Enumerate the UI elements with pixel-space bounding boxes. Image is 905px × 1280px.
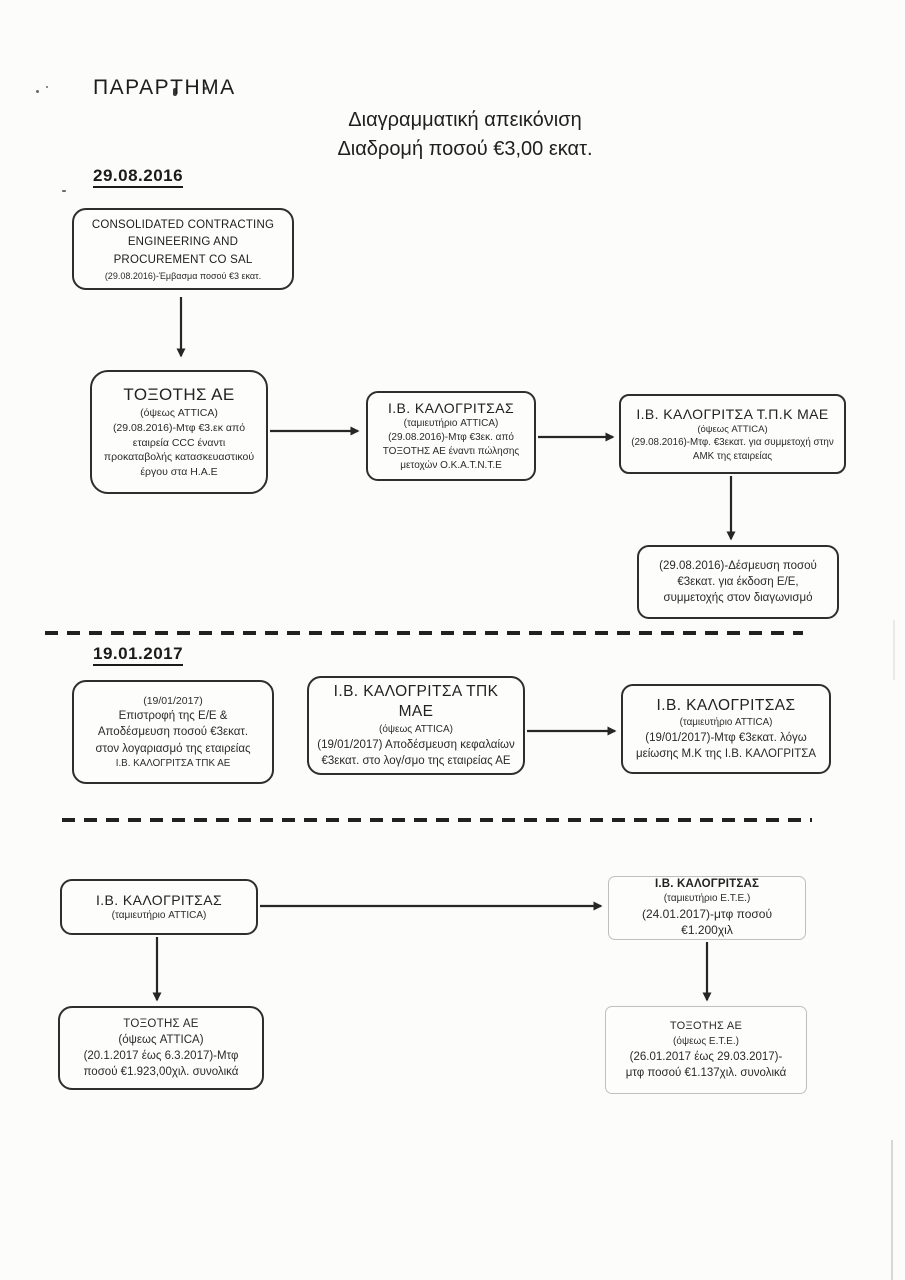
toxotis-attica-body-2: ποσού €1.923,00χιλ. συνολικά [83,1066,239,1079]
kalogritsas-ete-title: Ι.Β. ΚΑΛΟΓΡΙΤΣΑΣ [654,877,760,890]
box-consolidated-contracting [72,208,294,290]
section-1-date: 29.08.2016 [93,166,183,188]
kalogritsas-ete-subtitle: (ταμιευτήριο Ε.Τ.Ε.) [663,892,751,904]
box-desmefsi-2016 [637,545,839,619]
kalogritsas-2017-body-1: (19/01/2017)-Μτφ €3εκατ. λόγω [645,731,807,744]
box-toxotis-attica [58,1006,264,1090]
kalogritsas-attica-subtitle: (ταμιευτήριο ATTICA) [111,910,207,922]
toxotis-ete-body-2: μτφ ποσού €1.137χιλ. συνολικά [625,1066,787,1079]
dashed-separator-1 [45,631,803,635]
ccc-name-line-3: PROCUREMENT CO SAL [113,253,253,266]
desmefsi-body: (29.08.2016)-Δέσμευση ποσού €3εκατ. για έκδοση Ε/Ε, συμμετοχής στον διαγωνισμό [659,559,817,605]
box-epistrofi-2017 [72,680,274,784]
kalogritsas-2017-subtitle: (ταμιευτήριο ATTICA) [679,717,773,729]
tpk-mae-2016-title: Ι.Β. ΚΑΛΟΓΡΙΤΣΑ Τ.Π.Κ ΜΑΕ [636,405,829,422]
section-2-heading [93,644,183,664]
epistrofi-line-2: Επιστροφή της Ε/Ε & [118,710,228,723]
box-toxotis-ete [605,1006,807,1094]
toxotis-ete-subtitle: (όψεως Ε.Τ.Ε.) [673,1035,739,1047]
tpk-mae-2017-body-2: €3εκατ. στο λογ/σμο της εταιρείας ΑΕ [321,754,511,767]
box-kalogritsas-ete [608,876,806,940]
tpk-mae-2017-body-1: (19/01/2017) Αποδέσμευση κεφαλαίων [317,738,515,751]
tpk-mae-2017-title: Ι.Β. ΚΑΛΟΓΡΙΤΣΑ ΤΠΚ ΜΑΕ [333,683,499,721]
box-kalogritsa-tpk-mae-2016 [619,394,846,474]
box-toxotis-2016 [90,370,268,494]
toxotis-ete-title: ΤΟΞΟΤΗΣ ΑΕ [669,1020,743,1033]
scan-edge-smudge [891,1140,893,1280]
toxotis-2016-body: (29.08.2016)-Μτφ €3.εκ από εταιρεία CCC έναντι προκαταβολής κατασκευαστικού έργου στα Η.Α.Ε [103,422,255,479]
epistrofi-line-5: Ι.Β. ΚΑΛΟΓΡΙΤΣΑ ΤΠΚ ΑΕ [115,757,231,769]
kalogritsas-2017-body-2: μείωσης Μ.Κ της Ι.Β. ΚΑΛΟΓΡΙΤΣΑ [635,747,816,760]
section-2-date: 19.01.2017 [93,644,183,666]
toxotis-attica-subtitle: (όψεως ATTICA) [118,1033,204,1046]
ccc-name-line-2: ENGINEERING AND [127,236,239,249]
toxotis-2016-subtitle: (όψεως ATTICA) [140,407,218,420]
box-kalogritsas-attica [60,879,258,935]
epistrofi-date: (19/01/2017) [143,694,203,707]
toxotis-attica-title: ΤΟΞΟΤΗΣ ΑΕ [123,1017,199,1030]
kalogritsas-2016-title: Ι.Β. ΚΑΛΟΓΡΙΤΣΑΣ [387,399,515,416]
toxotis-2016-title: ΤΟΞΟΤΗΣ ΑΕ [123,385,235,405]
tpk-mae-2016-body: (29.08.2016)-Μτφ. €3εκατ. για συμμετοχή στην ΑΜΚ της εταιρείας [631,437,834,462]
diagram-subtitle [250,106,680,164]
page-title: ΠΑΡΑΡΤΗΜΑ [93,76,236,99]
box-kalogritsas-2017 [621,684,831,774]
section-1-heading [93,166,183,186]
kalogritsas-2016-body: (29.08.2016)-Μτφ €3εκ. από ΤΟΞΟΤΗΣ ΑΕ έναντι πώλησης μετοχών Ο.Κ.Α.Τ.Ν.Τ.Ε [382,432,520,472]
scan-speck [46,86,48,88]
subtitle-line-2: Διαδρομή ποσού €3,00 εκατ. [337,138,593,160]
tpk-mae-2017-subtitle: (όψεως ATTICA) [378,723,454,735]
dashed-separator-2 [62,818,812,822]
scan-speck [36,90,39,93]
scan-edge-smudge [893,620,895,680]
scan-speck [62,190,66,192]
ccc-transfer-note: (29.08.2016)-Έμβασμα ποσού €3 εκατ. [104,270,262,281]
toxotis-ete-body-1: (26.01.2017 έως 29.03.2017)- [629,1050,783,1063]
epistrofi-line-3: Αποδέσμευση ποσού €3εκατ. [97,726,249,739]
toxotis-attica-body-1: (20.1.2017 έως 6.3.2017)-Μτφ [83,1050,239,1062]
kalogritsas-2016-subtitle: (ταμιευτήριο ATTICA) [403,418,499,430]
kalogritsas-ete-body: (24.01.2017)-μτφ ποσού €1.200χιλ [641,906,773,938]
epistrofi-line-4: στον λογαριασμό της εταιρείας [95,742,251,755]
ccc-name-line-1: CONSOLIDATED CONTRACTING [91,219,275,232]
box-kalogritsas-2016 [366,391,536,481]
subtitle-line-1: Διαγραμματική απεικόνιση [348,109,582,131]
kalogritsas-2017-title: Ι.Β. ΚΑΛΟΓΡΙΤΣΑΣ [656,696,796,714]
box-kalogritsa-tpk-mae-2017 [307,676,525,775]
kalogritsas-attica-title: Ι.Β. ΚΑΛΟΓΡΙΤΣΑΣ [95,891,223,908]
tpk-mae-2016-subtitle: (όψεως ATTICA) [697,423,768,435]
